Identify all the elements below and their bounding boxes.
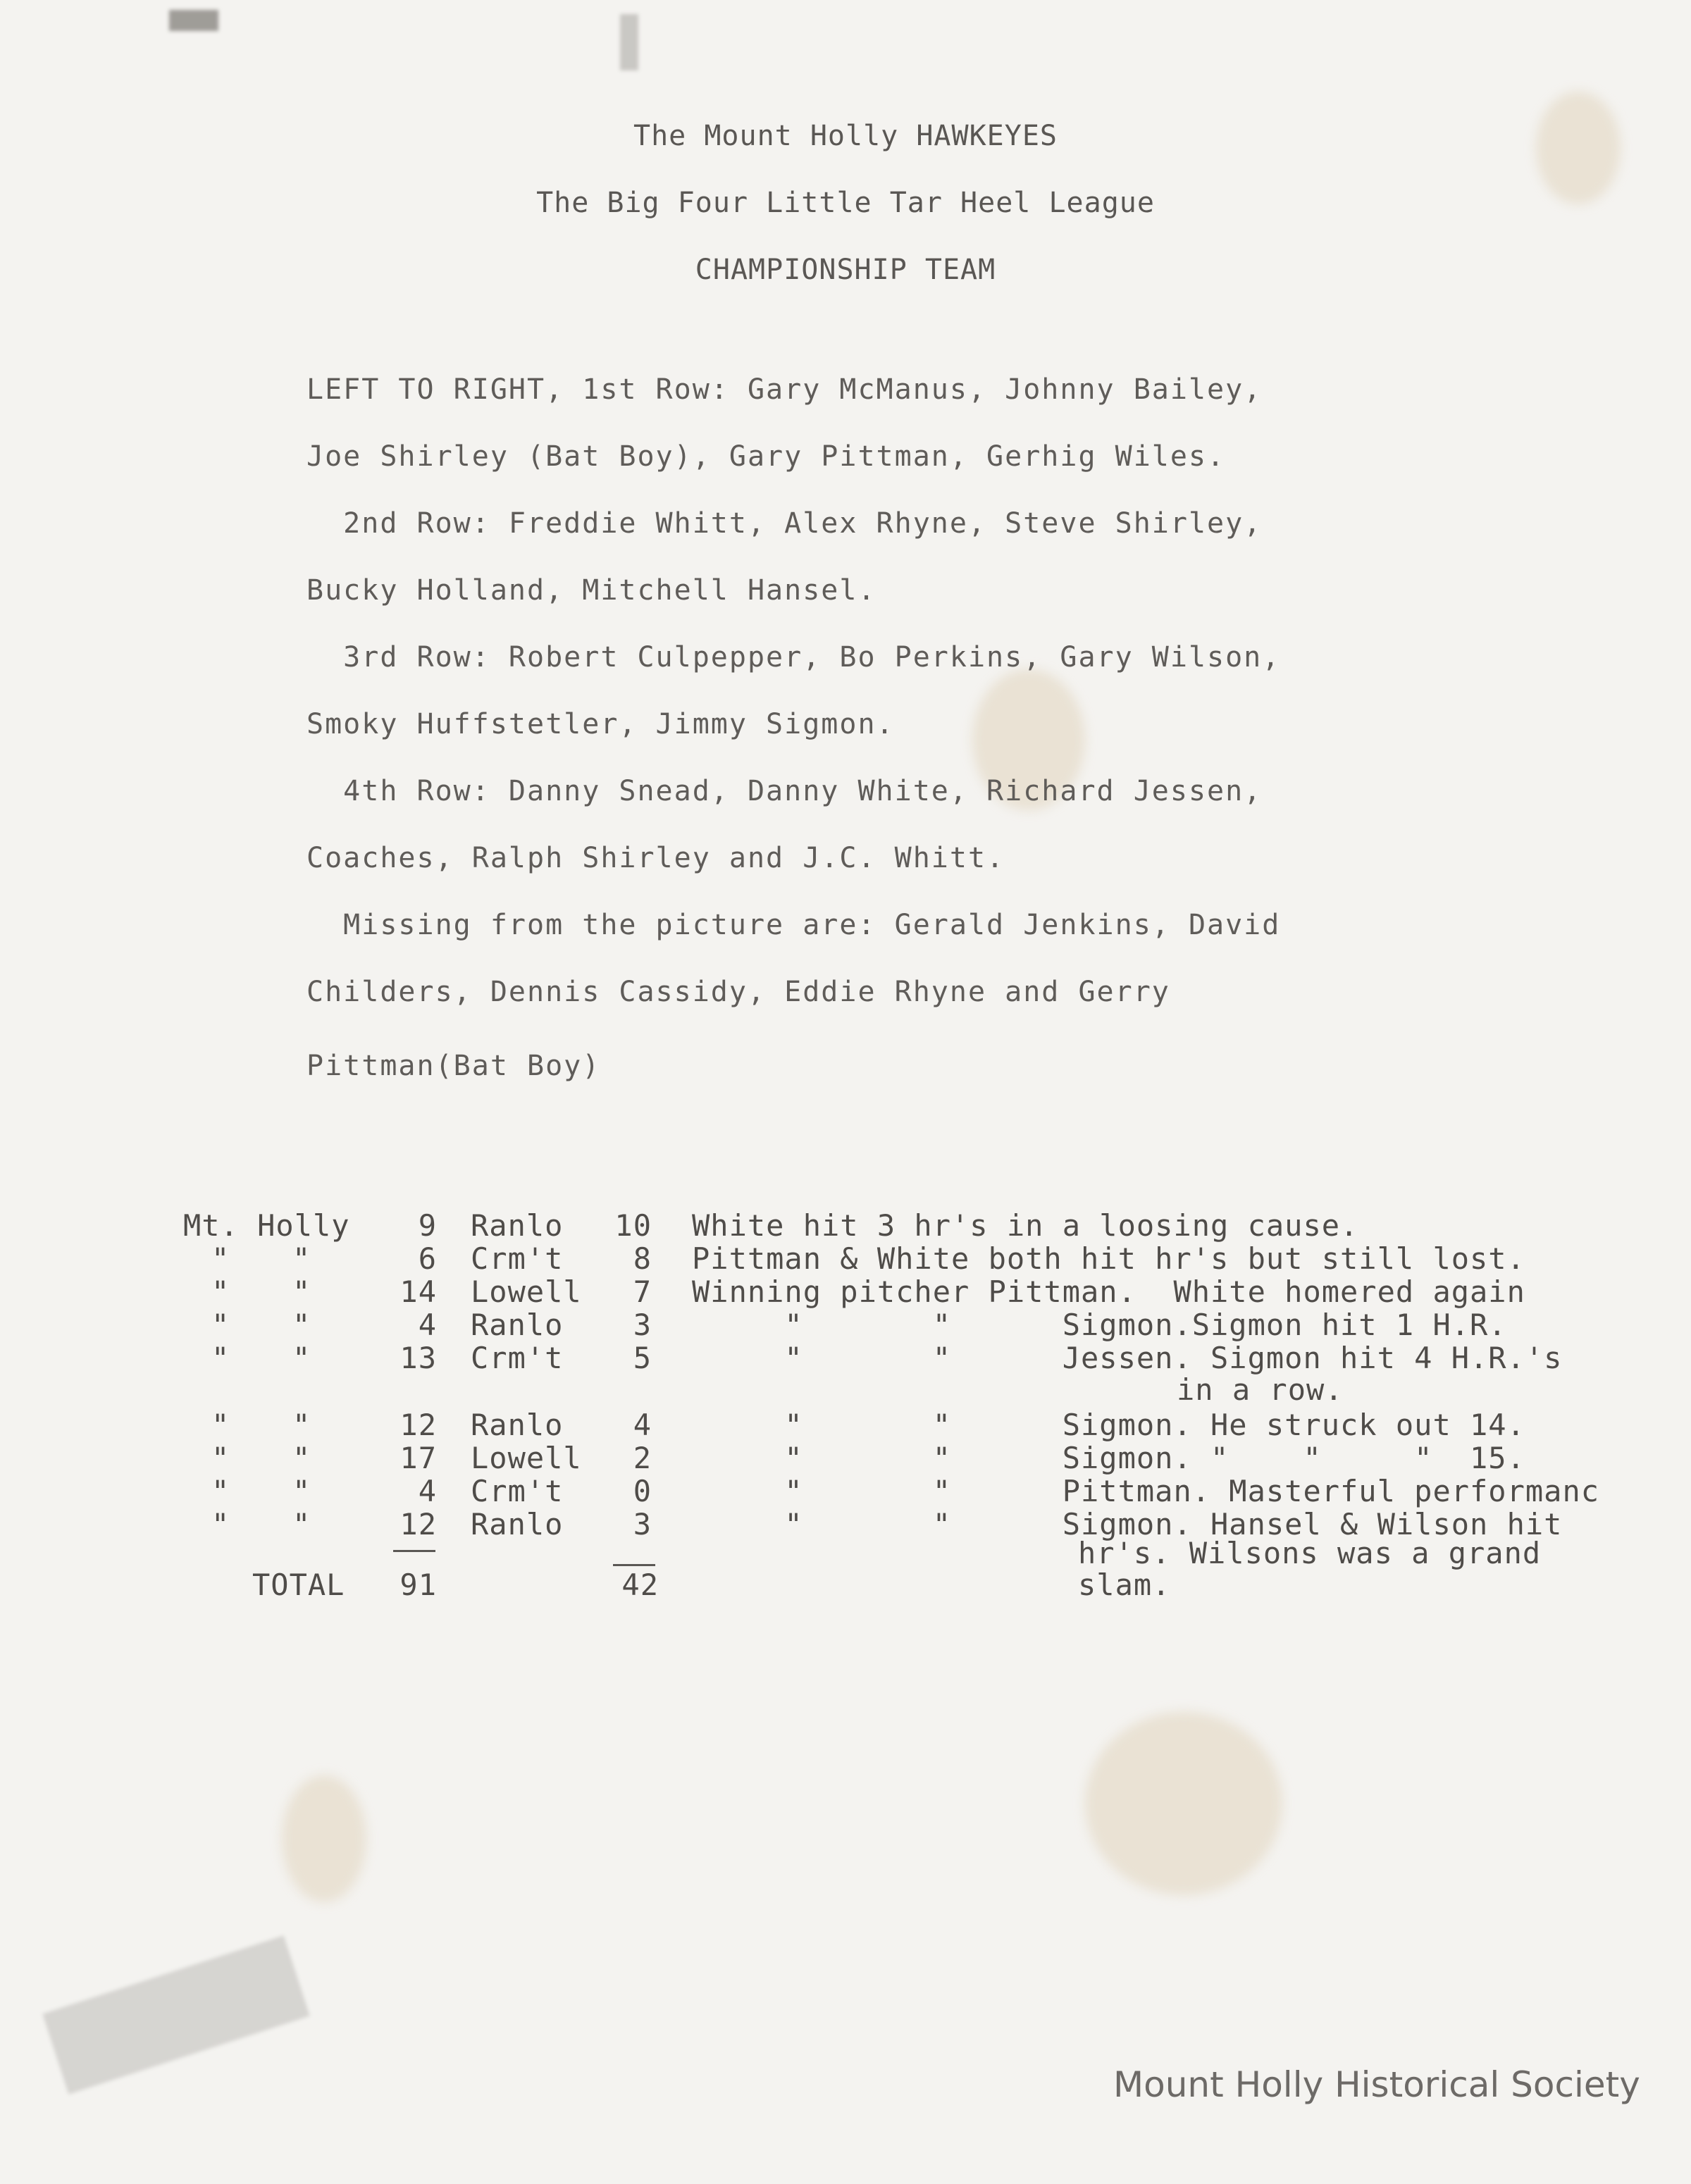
roster-line: 3rd Row: Robert Culpepper, Bo Perkins, Gary Wilson, [306,641,1281,674]
note-cell: " " Sigmon. He struck out 14. [692,1408,1525,1442]
score-cell: 14 [399,1274,437,1309]
note-cell: " " Sigmon. " " " 15. [692,1441,1525,1475]
ditto-cell: " [211,1308,230,1342]
opponent-cell: Lowell [471,1274,582,1309]
ditto-cell: " [292,1408,311,1442]
score-cell: 6 [418,1241,437,1276]
roster-line: Pittman(Bat Boy) [306,1050,601,1082]
opponent-cell: Crm't [471,1241,564,1276]
ditto-cell: " [211,1408,230,1442]
total-against: 42 [621,1568,659,1602]
opp-score-cell: 5 [633,1341,652,1375]
roster-line: Coaches, Ralph Shirley and J.C. Whitt. [306,842,1005,874]
opponent-cell: Crm't [471,1474,564,1508]
championship-title: CHAMPIONSHIP TEAM [695,254,996,286]
tape-mark [42,1935,309,2094]
ditto-cell: " [211,1341,230,1375]
opp-score-cell: 2 [633,1441,652,1475]
roster-line: LEFT TO RIGHT, 1st Row: Gary McManus, Johnny Bailey, [306,373,1263,406]
score-cell: 12 [399,1408,437,1442]
team-cell: Mt. Holly [183,1208,350,1243]
opp-score-cell: 0 [633,1474,652,1508]
paper-stain [282,1775,366,1902]
ditto-cell: " [292,1507,311,1541]
opponent-cell: Ranlo [471,1507,564,1541]
note-continuation: slam. [1078,1568,1171,1602]
note-cell: " " Jessen. Sigmon hit 4 H.R.'s [692,1341,1563,1375]
roster-line: Missing from the picture are: Gerald Jenkins, David [306,909,1281,941]
note-cell: Pittman & White both hit hr's but still lost. [692,1241,1525,1276]
roster-line: Smoky Huffstetler, Jimmy Sigmon. [306,708,895,740]
opponent-cell: Ranlo [471,1208,564,1243]
team-title: The Mount Holly HAWKEYES [633,120,1058,152]
opponent-cell: Ranlo [471,1308,564,1342]
ditto-cell: " [292,1308,311,1342]
roster-line: 2nd Row: Freddie Whitt, Alex Rhyne, Steve Shirley, [306,507,1263,540]
roster-line: 4th Row: Danny Snead, Danny White, Richard Jessen, [306,775,1263,807]
score-cell: 4 [418,1474,437,1508]
note-continuation: hr's. Wilsons was a grand [1078,1536,1542,1570]
ditto-cell: " [292,1274,311,1309]
total-for: 91 [399,1568,437,1602]
opponent-cell: Ranlo [471,1408,564,1442]
ditto-cell: " [211,1441,230,1475]
ditto-cell: " [211,1507,230,1541]
opponent-cell: Lowell [471,1441,582,1475]
note-cell: " " Sigmon.Sigmon hit 1 H.R. [692,1308,1507,1342]
score-cell: 4 [418,1308,437,1342]
opp-score-cell: 10 [614,1208,652,1243]
total-label: TOTAL [252,1568,345,1602]
league-title: The Big Four Little Tar Heel League [536,187,1155,219]
ditto-cell: " [292,1341,311,1375]
score-cell: 9 [418,1208,437,1243]
note-cell: " " Sigmon. Hansel & Wilson hit [692,1507,1563,1541]
ditto-cell: " [211,1474,230,1508]
watermark-caption: Mount Holly Historical Society [1113,2064,1640,2105]
score-cell: 13 [399,1341,437,1375]
opp-score-cell: 4 [633,1408,652,1442]
ink-smudge [620,14,638,70]
ditto-cell: " [292,1441,311,1475]
score-cell: 12 [399,1507,437,1541]
sum-rule [613,1564,655,1566]
score-cell: 17 [399,1441,437,1475]
ditto-cell: " [211,1274,230,1309]
opp-score-cell: 3 [633,1507,652,1541]
opp-score-cell: 3 [633,1308,652,1342]
note-cell: Winning pitcher Pittman. White homered again [692,1274,1525,1309]
roster-line: Joe Shirley (Bat Boy), Gary Pittman, Gerhig Wiles. [306,440,1226,473]
note-cell: White hit 3 hr's in a loosing cause. [692,1208,1359,1243]
ink-smudge [169,10,218,31]
note-continuation: in a row. [1177,1372,1344,1407]
opp-score-cell: 8 [633,1241,652,1276]
paper-stain [1085,1712,1282,1895]
roster-line: Childers, Dennis Cassidy, Eddie Rhyne and Gerry [306,976,1170,1008]
sum-rule [393,1550,435,1552]
ditto-cell: " [292,1241,311,1276]
opponent-cell: Crm't [471,1341,564,1375]
ditto-cell: " [211,1241,230,1276]
note-cell: " " Pittman. Masterful performanc [692,1474,1600,1508]
ditto-cell: " [292,1474,311,1508]
opp-score-cell: 7 [633,1274,652,1309]
roster-line: Bucky Holland, Mitchell Hansel. [306,574,877,607]
